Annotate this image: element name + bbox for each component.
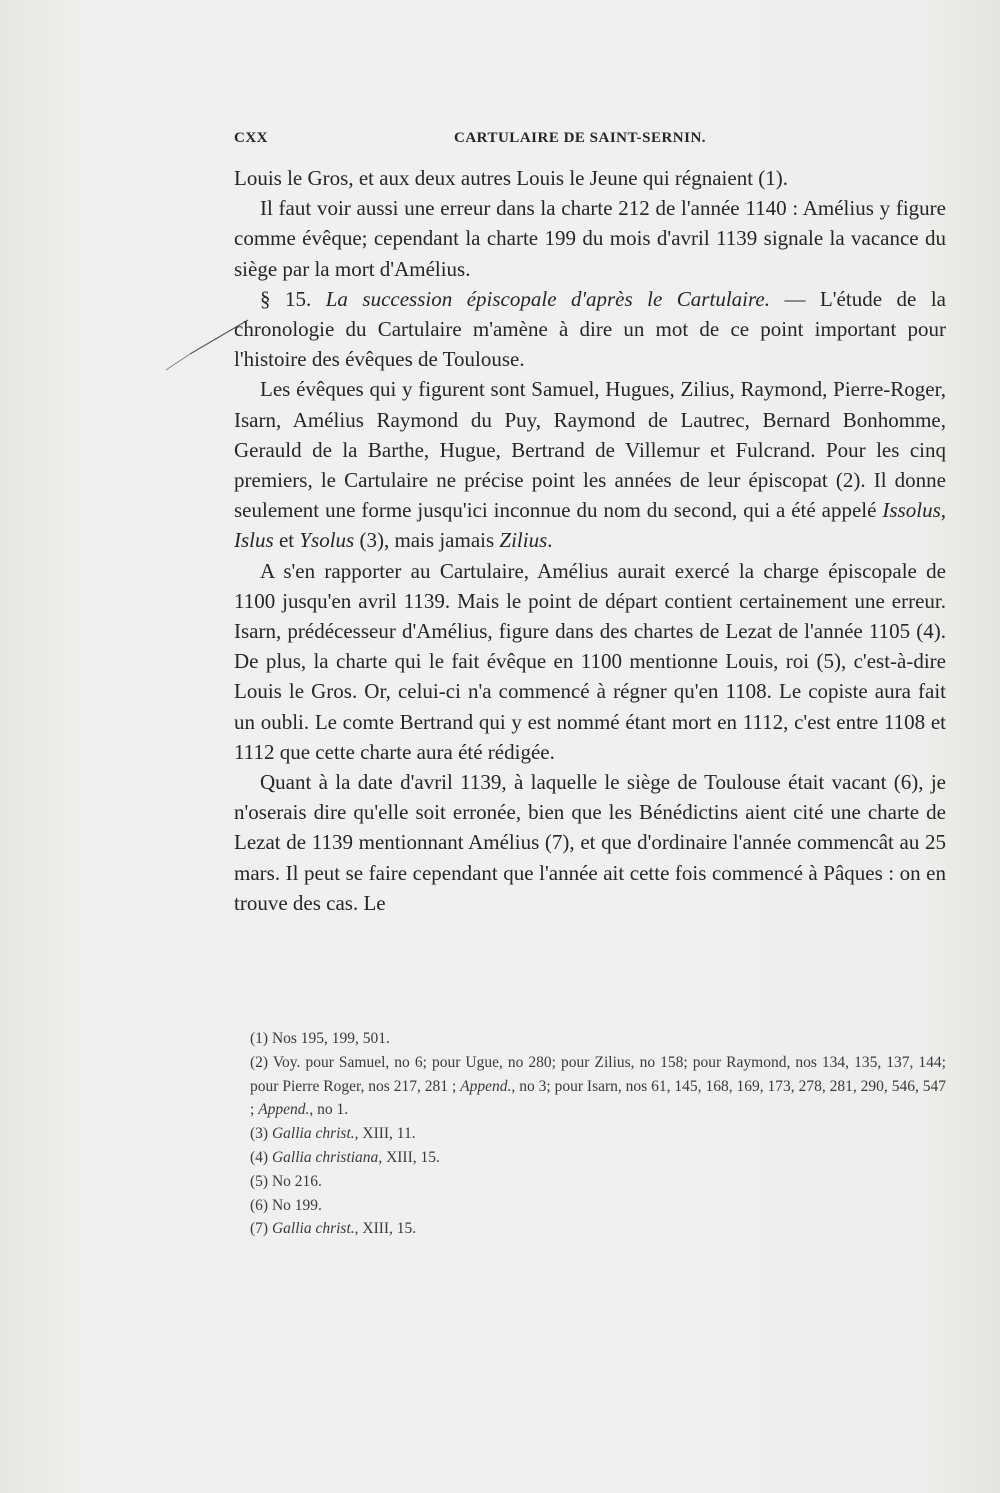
separator: et — [273, 528, 300, 553]
page-number: CXX — [234, 130, 268, 146]
footnote-4 — [250, 1146, 946, 1170]
footnote-italic: Append. — [460, 1077, 512, 1095]
paragraph-bishops-list — [234, 374, 946, 555]
name-issolus: Issolus — [882, 498, 941, 523]
footnotes — [250, 1027, 946, 1241]
bishops-text: Les évêques qui y figurent sont Samuel, Hugues, Zilius, Raymond, Pierre-Roger, Isarn, Amélius Raymond du Puy, Raymond de Lautrec, Bernard Bonhomme, Gerauld de la Barthe, Hugue, Bertrand de Villemur et Fulcrand. Pour les cinq premiers, le Cartulaire ne précise point les années de leur épiscopat (2). Il donne seulement une forme jusqu'ici inconnue du nom du second, qui a été appelé — [234, 377, 946, 523]
footnote-7 — [250, 1217, 946, 1241]
running-title: CARTULAIRE DE SAINT-SERNIN. — [454, 130, 707, 146]
footnote-text: , XIII, 15. — [378, 1148, 440, 1166]
main-text — [234, 163, 946, 918]
footnote-text: (2) Voy. pour Samuel, no 6; pour Ugue, no 280; pour Zilius, no 158; pour Raymond, nos 134, 135, 137, 144; pour Pierre Roger, nos 217, 281 ; — [250, 1053, 946, 1095]
period: . — [547, 528, 553, 553]
name-ysolus: Ysolus — [299, 528, 355, 553]
footnote-text: , XIII, 11. — [354, 1125, 416, 1143]
footnote-italic: Gallia christ. — [271, 1125, 355, 1143]
bishops-text-cont: (3), mais jamais — [354, 528, 500, 553]
separator: , — [940, 498, 946, 523]
footnote-number: (3) — [250, 1125, 272, 1143]
footnote-text: , XIII, 15. — [354, 1220, 417, 1238]
section-text: — L'étude de la chronologie du Cartulaire m'amène à dire un mot de ce point important pour l'histoire des évêques de Toulouse. — [234, 286, 946, 372]
section-title: La succession épiscopale d'après le Cartulaire. — [325, 286, 770, 311]
footnote-italic: Append. — [258, 1101, 310, 1119]
footnote-italic: Gallia christ. — [271, 1220, 355, 1238]
name-islus: Islus — [234, 528, 274, 553]
paragraph-section-15 — [234, 284, 946, 375]
paragraph-amelius: A s'en rapporter au Cartulaire, Amélius aurait exercé la charge épiscopale de 1100 jusqu'en avril 1139. Mais le point de départ contient certainement une erreur. Isarn, prédécesseur d'Amélius, figure dans des chartes de Lezat de l'année 1105 (4). De plus, la charte qui le fait évêque en 1100 mentionne Louis, roi (5), c'est-à-dire Louis le Gros. Or, celui-ci n'a commencé à régner qu'en 1108. Le copiste aura fait un oubli. Le comte Bertrand qui y est nommé étant mort en 1112, c'est entre 1108 et 1112 que cette charte aura été rédigée. — [234, 558, 946, 764]
footnote-3 — [250, 1122, 946, 1146]
footnote-number: (7) — [250, 1220, 272, 1238]
footnote-5: (5) No 216. — [250, 1172, 322, 1190]
footnote-1: (1) Nos 195, 199, 501. — [250, 1030, 390, 1047]
paragraph-april-1139: Quant à la date d'avril 1139, à laquelle le siège de Toulouse était vacant (6), je n'oserais dire qu'elle soit erronée, bien que les Bénédictins aient cité une charte de Lezat de 1139 mentionnant Amélius (7), et que d'ordinaire l'année commencât au 25 mars. Il peut se faire cependant que l'année ait cette fois commencé à Pâques : on en trouve des cas. Le — [234, 770, 946, 915]
section-number: § 15. — [260, 286, 326, 311]
page-header — [234, 130, 946, 156]
footnote-number: (4) — [250, 1148, 272, 1166]
footnote-2 — [250, 1051, 946, 1122]
paragraph-continuation: Louis le Gros, et aux deux autres Louis le Jeune qui régnaient (1). — [234, 166, 789, 190]
paragraph-charte-error: Il faut voir aussi une erreur dans la charte 212 de l'année 1140 : Amélius y figure comme évêque; cependant la charte 199 du mois d'avril 1139 signale la vacance du siège par la mort d'Amélius. — [234, 196, 946, 281]
name-zilius: Zilius — [499, 528, 548, 553]
footnote-italic: Gallia christiana — [271, 1148, 379, 1166]
footnote-text: , no 3; pour Isarn, nos 61, 145, 168, 169, 173, 278, 281, 290, 546, 547 ; — [250, 1077, 946, 1119]
footnote-text: , no 1. — [309, 1101, 349, 1119]
footnote-6: (6) No 199. — [250, 1196, 322, 1214]
